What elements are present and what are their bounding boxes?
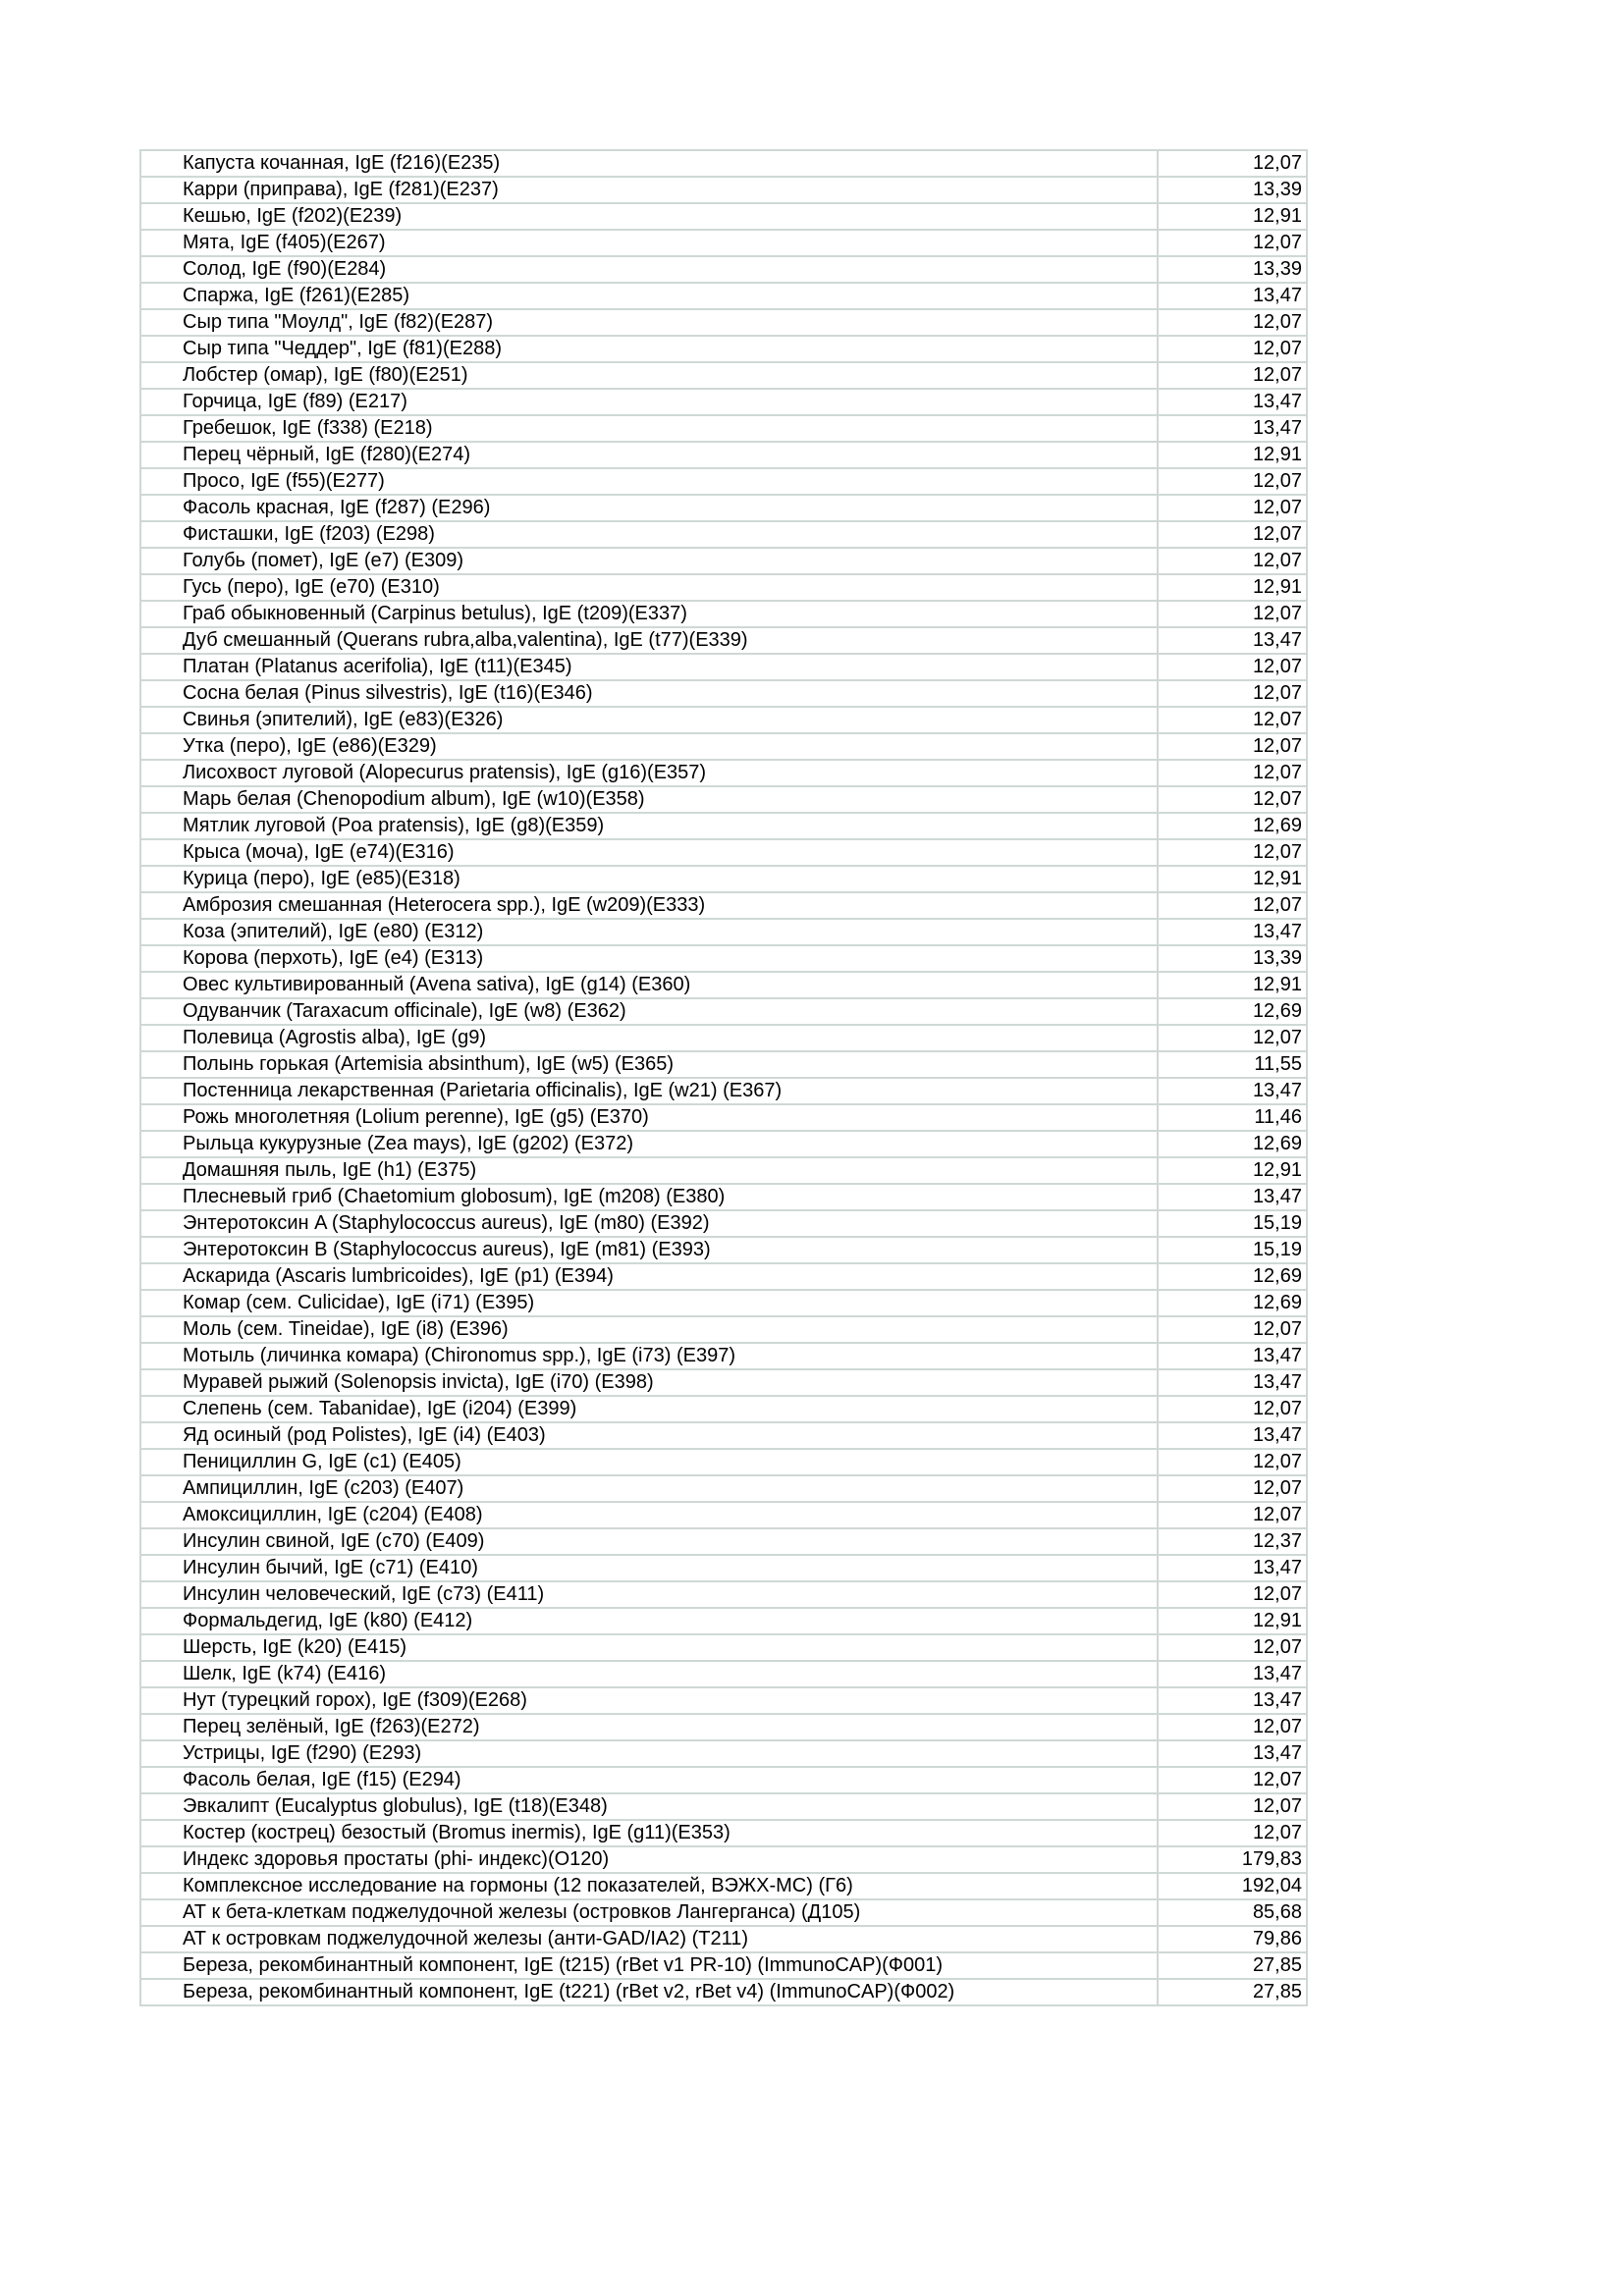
price-cell: 12,07	[1158, 707, 1307, 733]
test-name-cell: Голубь (помет), IgE (e7) (E309)	[140, 548, 1158, 574]
price-cell: 12,07	[1158, 150, 1307, 177]
price-cell: 12,07	[1158, 760, 1307, 786]
test-name-cell: Просо, IgE (f55)(E277)	[140, 468, 1158, 495]
table-row	[140, 680, 1307, 707]
test-name-cell: Шерсть, IgE (k20) (E415)	[140, 1634, 1158, 1661]
table-row	[140, 627, 1307, 654]
table-row	[140, 1555, 1307, 1581]
price-cell: 79,86	[1158, 1926, 1307, 1952]
price-cell: 12,07	[1158, 548, 1307, 574]
test-name-cell: Сосна белая (Pinus silvestris), IgE (t16)(E346)	[140, 680, 1158, 707]
table-row	[140, 283, 1307, 309]
table-row	[140, 1926, 1307, 1952]
price-cell: 15,19	[1158, 1237, 1307, 1263]
table-row	[140, 1369, 1307, 1396]
test-name-cell: АТ к островкам поджелудочной железы (анти-GAD/IA2) (T211)	[140, 1926, 1158, 1952]
price-cell: 13,47	[1158, 1555, 1307, 1581]
price-cell: 13,39	[1158, 177, 1307, 203]
table-row	[140, 733, 1307, 760]
test-name-cell: Инсулин свиной, IgE (c70) (E409)	[140, 1528, 1158, 1555]
table-row	[140, 574, 1307, 601]
test-name-cell: Инсулин бычий, IgE (c71) (E410)	[140, 1555, 1158, 1581]
price-cell: 13,47	[1158, 1422, 1307, 1449]
price-cell: 12,07	[1158, 654, 1307, 680]
table-row	[140, 1634, 1307, 1661]
price-cell: 12,91	[1158, 442, 1307, 468]
table-row	[140, 1475, 1307, 1502]
price-cell: 12,07	[1158, 1634, 1307, 1661]
test-name-cell: Перец чёрный, IgE (f280)(E274)	[140, 442, 1158, 468]
test-name-cell: Рожь многолетняя (Lolium perenne), IgE (g5) (E370)	[140, 1104, 1158, 1131]
price-cell: 12,07	[1158, 1396, 1307, 1422]
price-cell: 13,47	[1158, 389, 1307, 415]
test-name-cell: Костер (кострец) безостый (Bromus inermis), IgE (g11)(E353)	[140, 1820, 1158, 1846]
table-row	[140, 760, 1307, 786]
test-name-cell: Карри (приправа), IgE (f281)(E237)	[140, 177, 1158, 203]
test-name-cell: Рыльца кукурузные (Zea mays), IgE (g202) (E372)	[140, 1131, 1158, 1157]
price-cell: 12,07	[1158, 1581, 1307, 1608]
table-row	[140, 1290, 1307, 1316]
test-name-cell: Кешью, IgE (f202)(E239)	[140, 203, 1158, 230]
table-row	[140, 945, 1307, 972]
table-row	[140, 1104, 1307, 1131]
price-cell: 12,07	[1158, 230, 1307, 256]
test-name-cell: Одуванчик (Taraxacum officinale), IgE (w8) (E362)	[140, 998, 1158, 1025]
price-cell: 13,47	[1158, 1343, 1307, 1369]
test-name-cell: Фасоль красная, IgE (f287) (E296)	[140, 495, 1158, 521]
price-cell: 13,47	[1158, 1078, 1307, 1104]
price-cell: 12,07	[1158, 309, 1307, 336]
table-row	[140, 1528, 1307, 1555]
table-row	[140, 1263, 1307, 1290]
test-name-cell: Яд осиный (род Polistes), IgE (i4) (E403)	[140, 1422, 1158, 1449]
price-cell: 12,07	[1158, 468, 1307, 495]
table-row	[140, 919, 1307, 945]
table-row	[140, 654, 1307, 680]
price-cell: 12,07	[1158, 362, 1307, 389]
test-name-cell: Формальдегид, IgE (k80) (E412)	[140, 1608, 1158, 1634]
price-cell: 12,07	[1158, 601, 1307, 627]
price-cell: 12,07	[1158, 521, 1307, 548]
table-row	[140, 1316, 1307, 1343]
price-cell: 12,07	[1158, 1475, 1307, 1502]
price-cell: 12,07	[1158, 495, 1307, 521]
test-name-cell: Постенница лекарственная (Parietaria officinalis), IgE (w21) (E367)	[140, 1078, 1158, 1104]
table-row	[140, 150, 1307, 177]
price-cell: 27,85	[1158, 1979, 1307, 2005]
test-name-cell: Гусь (перо), IgE (e70) (E310)	[140, 574, 1158, 601]
test-name-cell: Овес культивированный (Avena sativa), IgE (g14) (E360)	[140, 972, 1158, 998]
table-row	[140, 707, 1307, 733]
test-name-cell: Курица (перо), IgE (e85)(E318)	[140, 866, 1158, 892]
price-cell: 15,19	[1158, 1210, 1307, 1237]
test-name-cell: Плесневый гриб (Chaetomium globosum), IgE (m208) (E380)	[140, 1184, 1158, 1210]
price-cell: 12,07	[1158, 1449, 1307, 1475]
price-cell: 85,68	[1158, 1899, 1307, 1926]
price-cell: 11,55	[1158, 1051, 1307, 1078]
test-name-cell: Энтеротоксин B (Staphylococcus aureus), IgE (m81) (E393)	[140, 1237, 1158, 1263]
table-row	[140, 1449, 1307, 1475]
price-cell: 12,69	[1158, 1290, 1307, 1316]
table-row	[140, 1157, 1307, 1184]
test-name-cell: Мотыль (личинка комара) (Chironomus spp.), IgE (i73) (E397)	[140, 1343, 1158, 1369]
price-cell: 12,07	[1158, 786, 1307, 813]
price-cell: 11,46	[1158, 1104, 1307, 1131]
test-name-cell: Устрицы, IgE (f290) (E293)	[140, 1740, 1158, 1767]
table-row	[140, 203, 1307, 230]
table-row	[140, 1846, 1307, 1873]
test-name-cell: Комплексное исследование на гормоны (12 показателей, ВЭЖХ-МС) (Г6)	[140, 1873, 1158, 1899]
table-row	[140, 495, 1307, 521]
price-cell: 12,91	[1158, 866, 1307, 892]
test-name-cell: Коза (эпителий), IgE (e80) (E312)	[140, 919, 1158, 945]
test-name-cell: Аскарида (Ascaris lumbricoides), IgE (p1) (E394)	[140, 1263, 1158, 1290]
table-row	[140, 1581, 1307, 1608]
table-row	[140, 866, 1307, 892]
price-cell: 13,47	[1158, 1661, 1307, 1687]
table-row	[140, 1422, 1307, 1449]
table-row	[140, 468, 1307, 495]
table-row	[140, 177, 1307, 203]
test-name-cell: Сыр типа "Моулд", IgE (f82)(E287)	[140, 309, 1158, 336]
test-name-cell: Горчица, IgE (f89) (E217)	[140, 389, 1158, 415]
price-cell: 12,07	[1158, 336, 1307, 362]
table-row	[140, 1131, 1307, 1157]
price-cell: 12,91	[1158, 1608, 1307, 1634]
price-cell: 12,07	[1158, 1714, 1307, 1740]
table-row	[140, 601, 1307, 627]
table-row	[140, 1184, 1307, 1210]
price-cell: 12,07	[1158, 1793, 1307, 1820]
price-cell: 12,07	[1158, 1502, 1307, 1528]
test-name-cell: Спаржа, IgE (f261)(E285)	[140, 283, 1158, 309]
table-row	[140, 256, 1307, 283]
table-row	[140, 1714, 1307, 1740]
table-row	[140, 1343, 1307, 1369]
test-name-cell: Моль (сем. Tineidae), IgE (i8) (E396)	[140, 1316, 1158, 1343]
test-name-cell: Энтеротоксин A (Staphylococcus aureus), IgE (m80) (E392)	[140, 1210, 1158, 1237]
price-cell: 12,07	[1158, 733, 1307, 760]
test-name-cell: Домашняя пыль, IgE (h1) (E375)	[140, 1157, 1158, 1184]
test-name-cell: Муравей рыжий (Solenopsis invicta), IgE (i70) (E398)	[140, 1369, 1158, 1396]
table-row	[140, 813, 1307, 839]
test-name-cell: Лобстер (омар), IgE (f80)(E251)	[140, 362, 1158, 389]
table-row	[140, 1502, 1307, 1528]
table-row	[140, 1873, 1307, 1899]
test-name-cell: Полевица (Agrostis alba), IgE (g9)	[140, 1025, 1158, 1051]
table-row	[140, 786, 1307, 813]
table-row	[140, 1051, 1307, 1078]
table-row	[140, 1237, 1307, 1263]
price-cell: 12,07	[1158, 892, 1307, 919]
price-table-body	[140, 150, 1307, 2005]
table-row	[140, 362, 1307, 389]
test-name-cell: Пенициллин G, IgE (c1) (E405)	[140, 1449, 1158, 1475]
price-cell: 12,91	[1158, 574, 1307, 601]
table-row	[140, 1661, 1307, 1687]
table-row	[140, 1687, 1307, 1714]
test-name-cell: Ампициллин, IgE (c203) (E407)	[140, 1475, 1158, 1502]
price-cell: 12,91	[1158, 1157, 1307, 1184]
test-name-cell: Крыса (моча), IgE (e74)(E316)	[140, 839, 1158, 866]
test-name-cell: Перец зелёный, IgE (f263)(E272)	[140, 1714, 1158, 1740]
test-name-cell: Инсулин человеческий, IgE (c73) (E411)	[140, 1581, 1158, 1608]
table-row	[140, 972, 1307, 998]
table-row	[140, 1793, 1307, 1820]
test-name-cell: Свинья (эпителий), IgE (e83)(E326)	[140, 707, 1158, 733]
table-row	[140, 1820, 1307, 1846]
table-row	[140, 1979, 1307, 2005]
price-cell: 13,39	[1158, 256, 1307, 283]
price-cell: 13,47	[1158, 1369, 1307, 1396]
price-cell: 12,69	[1158, 998, 1307, 1025]
price-cell: 12,07	[1158, 1316, 1307, 1343]
test-name-cell: Платан (Platanus acerifolia), IgE (t11)(E345)	[140, 654, 1158, 680]
test-name-cell: Амоксициллин, IgE (c204) (E408)	[140, 1502, 1158, 1528]
price-table	[139, 149, 1308, 2006]
table-row	[140, 442, 1307, 468]
price-cell: 13,47	[1158, 919, 1307, 945]
test-name-cell: Фисташки, IgE (f203) (E298)	[140, 521, 1158, 548]
test-name-cell: Дуб смешанный (Querans rubra,alba,valentina), IgE (t77)(E339)	[140, 627, 1158, 654]
table-row	[140, 389, 1307, 415]
test-name-cell: Капуста кочанная, IgE (f216)(E235)	[140, 150, 1158, 177]
test-name-cell: Утка (перо), IgE (e86)(E329)	[140, 733, 1158, 760]
table-row	[140, 839, 1307, 866]
price-cell: 12,07	[1158, 1025, 1307, 1051]
price-cell: 13,47	[1158, 415, 1307, 442]
test-name-cell: Слепень (сем. Tabanidae), IgE (i204) (E399)	[140, 1396, 1158, 1422]
price-list-sheet	[139, 149, 1302, 2006]
table-row	[140, 1078, 1307, 1104]
table-row	[140, 998, 1307, 1025]
test-name-cell: Мята, IgE (f405)(E267)	[140, 230, 1158, 256]
table-row	[140, 548, 1307, 574]
test-name-cell: Нут (турецкий горох), IgE (f309)(E268)	[140, 1687, 1158, 1714]
price-cell: 13,47	[1158, 1740, 1307, 1767]
table-row	[140, 336, 1307, 362]
table-row	[140, 1899, 1307, 1926]
price-cell: 12,69	[1158, 1131, 1307, 1157]
test-name-cell: Полынь горькая (Artemisia absinthum), IgE (w5) (E365)	[140, 1051, 1158, 1078]
table-row	[140, 521, 1307, 548]
price-cell: 27,85	[1158, 1952, 1307, 1979]
test-name-cell: Индекс здоровья простаты (phi- индекс)(O120)	[140, 1846, 1158, 1873]
table-row	[140, 230, 1307, 256]
price-cell: 12,91	[1158, 972, 1307, 998]
price-cell: 13,47	[1158, 1687, 1307, 1714]
price-cell: 192,04	[1158, 1873, 1307, 1899]
test-name-cell: Сыр типа "Чеддер", IgE (f81)(E288)	[140, 336, 1158, 362]
price-cell: 12,07	[1158, 1767, 1307, 1793]
table-row	[140, 892, 1307, 919]
test-name-cell: Комар (сем. Culicidae), IgE (i71) (E395)	[140, 1290, 1158, 1316]
test-name-cell: Марь белая (Chenopodium album), IgE (w10)(E358)	[140, 786, 1158, 813]
test-name-cell: Береза, рекомбинантный компонент, IgE (t215) (rBet v1 PR-10) (ImmunoCAP)(Ф001)	[140, 1952, 1158, 1979]
price-cell: 13,47	[1158, 1184, 1307, 1210]
test-name-cell: Эвкалипт (Eucalyptus globulus), IgE (t18)(E348)	[140, 1793, 1158, 1820]
test-name-cell: АТ к бета-клеткам поджелудочной железы (островков Лангерганса) (Д105)	[140, 1899, 1158, 1926]
price-cell: 12,07	[1158, 1820, 1307, 1846]
test-name-cell: Гребешок, IgE (f338) (E218)	[140, 415, 1158, 442]
test-name-cell: Амброзия смешанная (Heterocera spp.), IgE (w209)(E333)	[140, 892, 1158, 919]
price-cell: 12,07	[1158, 839, 1307, 866]
test-name-cell: Граб обыкновенный (Carpinus betulus), IgE (t209)(E337)	[140, 601, 1158, 627]
test-name-cell: Лисохвост луговой (Alopecurus pratensis), IgE (g16)(E357)	[140, 760, 1158, 786]
table-row	[140, 1396, 1307, 1422]
table-row	[140, 1952, 1307, 1979]
price-cell: 13,39	[1158, 945, 1307, 972]
price-cell: 12,69	[1158, 1263, 1307, 1290]
test-name-cell: Мятлик луговой (Poa pratensis), IgE (g8)(E359)	[140, 813, 1158, 839]
table-row	[140, 1767, 1307, 1793]
price-cell: 12,69	[1158, 813, 1307, 839]
price-cell: 179,83	[1158, 1846, 1307, 1873]
test-name-cell: Шелк, IgE (k74) (E416)	[140, 1661, 1158, 1687]
table-row	[140, 309, 1307, 336]
price-cell: 12,07	[1158, 680, 1307, 707]
table-row	[140, 1608, 1307, 1634]
test-name-cell: Корова (перхоть), IgE (e4) (E313)	[140, 945, 1158, 972]
test-name-cell: Фасоль белая, IgE (f15) (E294)	[140, 1767, 1158, 1793]
test-name-cell: Солод, IgE (f90)(E284)	[140, 256, 1158, 283]
price-cell: 13,47	[1158, 627, 1307, 654]
price-cell: 12,37	[1158, 1528, 1307, 1555]
price-cell: 13,47	[1158, 283, 1307, 309]
table-row	[140, 415, 1307, 442]
table-row	[140, 1740, 1307, 1767]
table-row	[140, 1025, 1307, 1051]
test-name-cell: Береза, рекомбинантный компонент, IgE (t221) (rBet v2, rBet v4) (ImmunoCAP)(Ф002)	[140, 1979, 1158, 2005]
price-cell: 12,91	[1158, 203, 1307, 230]
table-row	[140, 1210, 1307, 1237]
